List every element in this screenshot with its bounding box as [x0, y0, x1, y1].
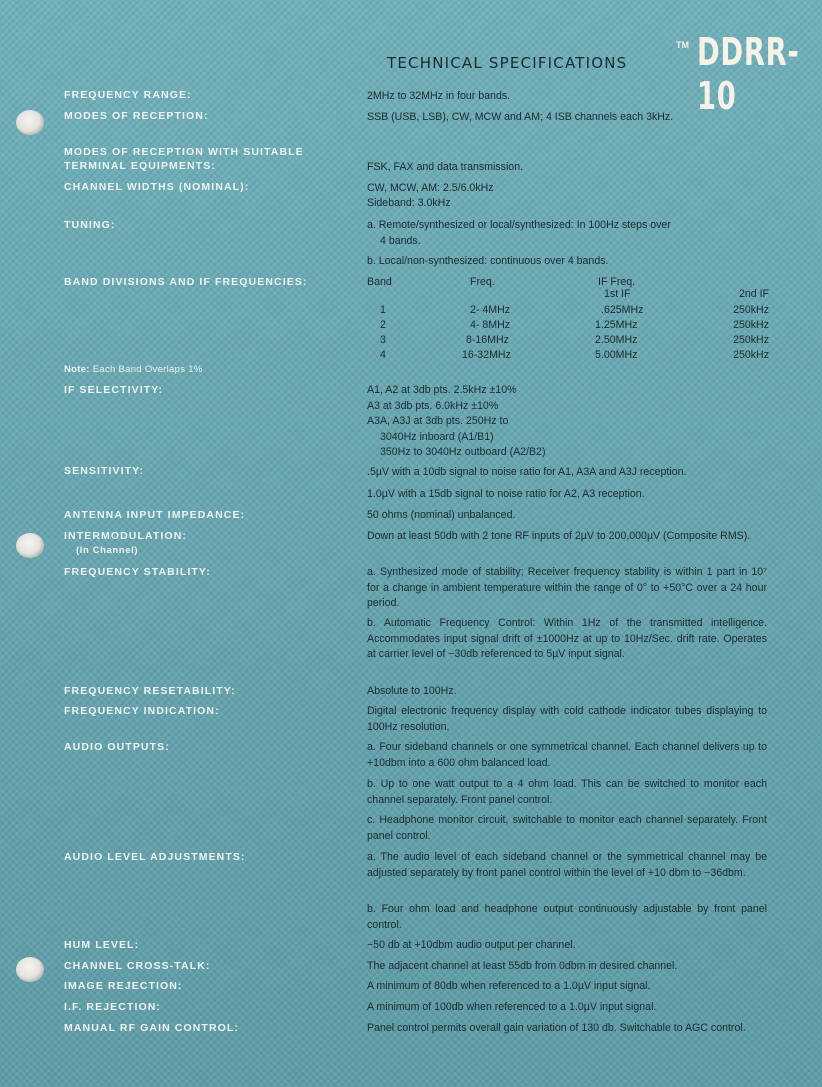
if-selectivity-label: IF SELECTIVITY:	[64, 384, 164, 396]
hum-level-value: −50 db at +10dbm audio output per channel.	[367, 939, 576, 951]
band-row-3-first-if: 2.50MHz	[595, 334, 638, 346]
second-if-header: 2nd IF	[738, 288, 769, 300]
band-row-2-band: 2	[380, 319, 386, 331]
note-text: Each Band Overlaps 1%	[92, 364, 203, 375]
modes-of-reception-value: SSB (USB, LSB), CW, MCW and AM; 4 ISB channels each 3kHz.	[367, 111, 674, 123]
intermodulation-value: Down at least 50db with 2 tone RF inputs of 2µV to 200,000µV (Composite RMS).	[367, 530, 751, 542]
band-row-3-freq: 8-16MHz	[466, 334, 509, 346]
trademark-mark: TM	[676, 40, 689, 50]
freq-header: Freq.	[470, 276, 495, 288]
channel-widths-label: CHANNEL WIDTHS (NOMINAL):	[64, 181, 250, 193]
sensitivity-value-line2: 1.0µV with a 15db signal to noise ratio for A2, A3 reception.	[367, 488, 645, 500]
model-logo: DDRR-10	[697, 30, 800, 118]
band-row-2-freq: 4- 8MHz	[470, 319, 511, 331]
band-row-4-freq: 16-32MHz	[462, 349, 511, 361]
frequency-range-label: FREQUENCY RANGE:	[64, 89, 192, 101]
band-overlap-note	[64, 364, 203, 375]
if-selectivity-line3: A3A, A3J at 3db pts. 250Hz to	[367, 415, 509, 427]
band-row-1-first-if: .625MHz	[601, 304, 644, 316]
band-row-4-band: 4	[380, 349, 386, 361]
tuning-value-a-line1: a. Remote/synthesized or local/synthesized: In 100Hz steps over	[367, 219, 671, 231]
tuning-value-b: b. Local/non-synthesized: continuous over 4 bands.	[367, 255, 609, 267]
band-row-1-second-if: 250kHz	[733, 304, 769, 316]
frequency-stability-value-a: a. Synthesized mode of stability; Receiver frequency stability is within 1 part in 10⁷ for a change in ambient temperature within the range of 0° to +50°C over a 24 hour period.	[367, 566, 767, 609]
page-title: TECHNICAL SPECIFICATIONS	[387, 54, 628, 72]
tuning-label: TUNING:	[64, 219, 116, 231]
frequency-indication-label: FREQUENCY INDICATION:	[64, 705, 220, 717]
sensitivity-label: SENSITIVITY:	[64, 465, 145, 477]
band-row-2-first-if: 1.25MHz	[595, 319, 638, 331]
if-selectivity-line4: 3040Hz inboard (A1/B1)	[380, 430, 494, 443]
frequency-stability-label: FREQUENCY STABILITY:	[64, 566, 211, 578]
band-header: Band	[367, 276, 392, 288]
cross-talk-label: CHANNEL CROSS-TALK:	[64, 960, 211, 972]
if-selectivity-line1: A1, A2 at 3db pts. 2.5kHz ±10%	[367, 384, 517, 396]
if-selectivity-line2: A3 at 3db pts. 6.0kHz ±10%	[367, 399, 499, 412]
frequency-resetability-label: FREQUENCY RESETABILITY:	[64, 685, 236, 697]
band-row-4-second-if: 250kHz	[733, 349, 769, 361]
sensitivity-value-line1: .5µV with a 10db signal to noise ratio for A1, A3A and A3J reception.	[367, 466, 687, 478]
if-freq-header: IF Freq.	[598, 276, 636, 288]
frequency-range-value: 2MHz to 32MHz in four bands.	[367, 90, 511, 102]
manual-rf-gain-label: MANUAL RF GAIN CONTROL:	[64, 1022, 240, 1034]
modes-terminal-label-line2: TERMINAL EQUIPMENTS:	[64, 160, 216, 172]
manual-rf-gain-value: Panel control permits overall gain variation of 130 db. Switchable to AGC control.	[367, 1022, 746, 1034]
audio-level-value-a: a. The audio level of each sideband channel or the symmetrical channel may be adjusted separately by front panel control within the level of +10 dbm to −36dbm.	[367, 851, 767, 879]
antenna-impedance-label: ANTENNA INPUT IMPEDANCE:	[64, 509, 246, 521]
audio-level-label: AUDIO LEVEL ADJUSTMENTS:	[64, 851, 246, 863]
intermodulation-sublabel: (In Channel)	[76, 545, 139, 556]
channel-widths-value-line2: Sideband: 3.0kHz	[367, 197, 451, 209]
band-row-3-second-if: 250kHz	[733, 334, 769, 346]
punch-hole-top	[16, 110, 44, 135]
image-rejection-value: A minimum of 80db when referenced to a 1.0µV input signal.	[367, 980, 651, 992]
frequency-stability-value-b: b. Automatic Frequency Control: Within 1Hz of the transmitted intelligence. Accommodates input signal drift of ±1000Hz at up to 10Hz/Sec. drift rate. Operates at carrier level of −30db referenced to 5µV input signal.	[367, 617, 767, 660]
channel-widths-value-line1: CW, MCW, AM: 2.5/6.0kHz	[367, 182, 494, 194]
if-rejection-label: I.F. REJECTION:	[64, 1001, 162, 1013]
hum-level-label: HUM LEVEL:	[64, 939, 140, 951]
audio-outputs-value-a: a. Four sideband channels or one symmetrical channel. Each channel delivers up to +10dbm into a 600 ohm balanced load.	[367, 741, 767, 769]
antenna-impedance-value: 50 ohms (nominal) unbalanced.	[367, 509, 516, 521]
first-if-header: 1st IF	[604, 288, 631, 300]
band-row-2-second-if: 250kHz	[733, 319, 769, 331]
band-row-1-band: 1	[380, 304, 386, 316]
modes-of-reception-label: MODES OF RECEPTION:	[64, 110, 209, 122]
audio-outputs-label: AUDIO OUTPUTS:	[64, 741, 170, 753]
if-selectivity-line5: 350Hz to 3040Hz outboard (A2/B2)	[380, 446, 546, 458]
if-selectivity-value	[367, 383, 767, 461]
punch-hole-bottom	[16, 957, 44, 982]
note-prefix: Note:	[64, 364, 90, 375]
punch-hole-middle	[16, 533, 44, 558]
band-row-1-freq: 2- 4MHz	[470, 304, 511, 316]
tuning-value-a	[367, 218, 767, 249]
tuning-value-a-line2: 4 bands.	[380, 234, 421, 247]
intermodulation-label: INTERMODULATION:	[64, 530, 187, 542]
audio-outputs-value-c: c. Headphone monitor circuit, switchable to monitor each channel separately. Front panel control.	[367, 814, 767, 842]
audio-outputs-value-b: b. Up to one watt output to a 4 ohm load. This can be switched to monitor each channel separately. Front panel control.	[367, 778, 767, 806]
modes-terminal-label-line1: MODES OF RECEPTION WITH SUITABLE	[64, 146, 304, 158]
frequency-indication-value: Digital electronic frequency display with cold cathode indicator tubes displaying to 100Hz resolution.	[367, 705, 767, 733]
modes-terminal-value: FSK, FAX and data transmission.	[367, 161, 524, 173]
frequency-resetability-value: Absolute to 100Hz.	[367, 685, 457, 697]
cross-talk-value: The adjacent channel at least 55db from 0dbm in desired channel.	[367, 960, 678, 972]
image-rejection-label: IMAGE REJECTION:	[64, 980, 183, 992]
band-divisions-label: BAND DIVISIONS AND IF FREQUENCIES:	[64, 276, 308, 288]
audio-level-value-b: b. Four ohm load and headphone output continuously adjustable by front panel control.	[367, 903, 767, 931]
band-row-3-band: 3	[380, 334, 386, 346]
band-row-4-first-if: 5.00MHz	[595, 349, 638, 361]
if-rejection-value: A minimum of 100db when referenced to a 1.0µV input signal.	[367, 1001, 657, 1013]
